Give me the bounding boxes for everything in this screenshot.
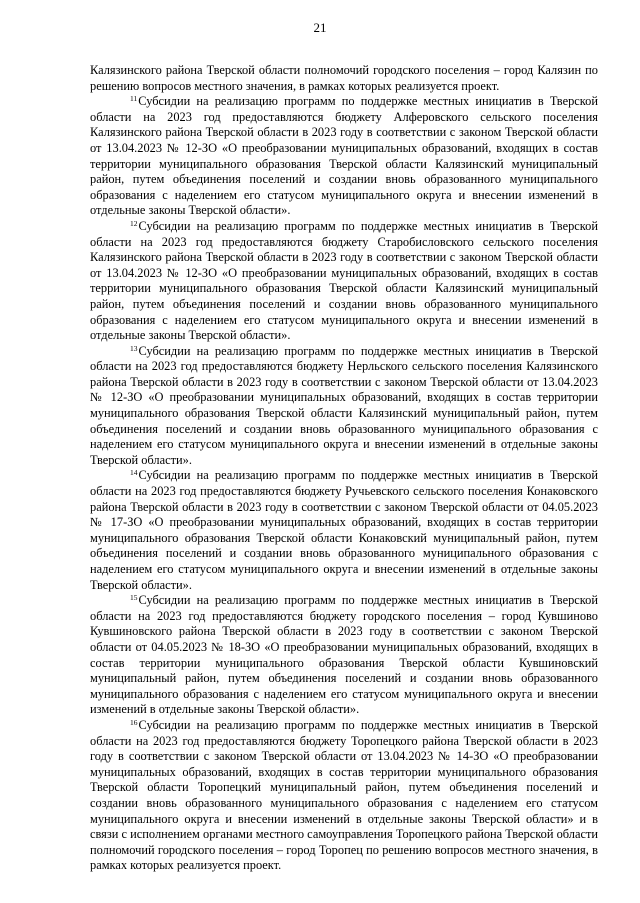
footnote-marker: 14 (130, 468, 138, 478)
footnote-marker: 11 (130, 94, 138, 104)
footnote-11 (90, 94, 598, 219)
footnote-13 (90, 344, 598, 469)
footnote-marker: 13 (130, 343, 138, 353)
footnote-text: Субсидии на реализацию программ по поддержке местных инициатив в Тверской области на 2023 год предоставляются бюджету Алферовского сельского поселения Калязинского района Тверской области в 2023 году в соответствии с законом Тверской области от 13.04.2023 № 12-ЗО «О преобразовании муниципальных образований, входящих в состав территории муниципального образования Тверской области Калязинский муниципальный район, путем объединения поселений и создании вновь образованного муниципального образования с наделением его статусом муниципального округа и внесении изменений в отдельные законы Тверской области». (90, 94, 598, 218)
document-body (90, 63, 598, 874)
footnote-text: Субсидии на реализацию программ по поддержке местных инициатив в Тверской области на 2023 год предоставляются бюджету Торопецкого района Тверской области в 2023 году в соответствии с законом Тверской области от 13.04.2023 № 14-ЗО «О преобразовании муниципальных образований, входящих в состав территории муниципального образования Тверской области Торопецкий муниципальный район, путем объединения поселений и создании вновь образованного муниципального образования с наделением его статусом муниципального округа и внесении изменений в отдельные законы Тверской области» и в связи с исполнением органами местного самоуправления Торопецкого района Тверской области полномочий городского поселения – город Торопец по решению вопросов местного значения, в рамках которых реализуется проект. (90, 717, 598, 873)
footnote-12 (90, 219, 598, 344)
footnote-text: Субсидии на реализацию программ по поддержке местных инициатив в Тверской области на 2023 год предоставляются бюджету Нерльского сельского поселения Калязинского района Тверской области в 2023 году в соответствии с законом Тверской области от 13.04.2023 № 12-ЗО «О преобразовании муниципальных образований, входящих в состав территории муниципального образования Тверской области Калязинский муниципальный район, путем объединения поселений и создании вновь образованного муниципального образования с наделением его статусом муниципального округа и внесении изменений в отдельные законы Тверской области». (90, 343, 598, 467)
footnote-marker: 15 (130, 593, 138, 603)
footnote-text: Субсидии на реализацию программ по поддержке местных инициатив в Тверской области на 2023 год предоставляются бюджету городского поселения – город Кувшиново Кувшиновского района Тверской области в 2023 году в соответствии с законом Тверской области от 04.05.2023 № 18-ЗО «О преобразовании муниципальных образований, входящих в состав территории муниципального образования Тверской области Кувшиновский муниципальный район, путем объединения поселений и создании вновь образованного муниципального образования с наделением его статусом муниципального округа и внесении изменений в отдельные законы Тверской области». (90, 593, 598, 717)
footnote-marker: 16 (130, 717, 138, 727)
footnote-text: Субсидии на реализацию программ по поддержке местных инициатив в Тверской области на 2023 год предоставляются бюджету Ручьевского сельского поселения Конаковского района Тверской области в 2023 году в соответствии с законом Тверской области от 04.05.2023 № 17-ЗО «О преобразовании муниципальных образований, входящих в состав территории муниципального образования Тверской области Конаковский муниципальный район, путем объединения поселений и создании вновь образованного муниципального образования с наделением его статусом муниципального округа и внесении изменений в отдельные законы Тверской области». (90, 468, 598, 592)
paragraph-continuation (90, 63, 598, 94)
footnote-marker: 12 (130, 218, 138, 228)
footnote-14 (90, 468, 598, 593)
footnote-text: Субсидии на реализацию программ по поддержке местных инициатив в Тверской области на 2023 год предоставляются бюджету Старобисловского сельского поселения Калязинского района Тверской области в 2023 году в соответствии с законом Тверской области от 13.04.2023 № 12-ЗО «О преобразовании муниципальных образований, входящих в состав территории муниципального образования Тверской области Калязинский муниципальный район, путем объединения поселений и создании вновь образованного муниципального образования с наделением его статусом муниципального округа и внесении изменений в отдельные законы Тверской области». (90, 218, 598, 343)
footnote-16 (90, 718, 598, 874)
paragraph-text: Калязинского района Тверской области полномочий городского поселения – город Калязин по решению вопросов местного значения, в рамках которых реализуется проект. (90, 63, 598, 93)
footnote-15 (90, 593, 598, 718)
page-number: 21 (313, 20, 327, 35)
